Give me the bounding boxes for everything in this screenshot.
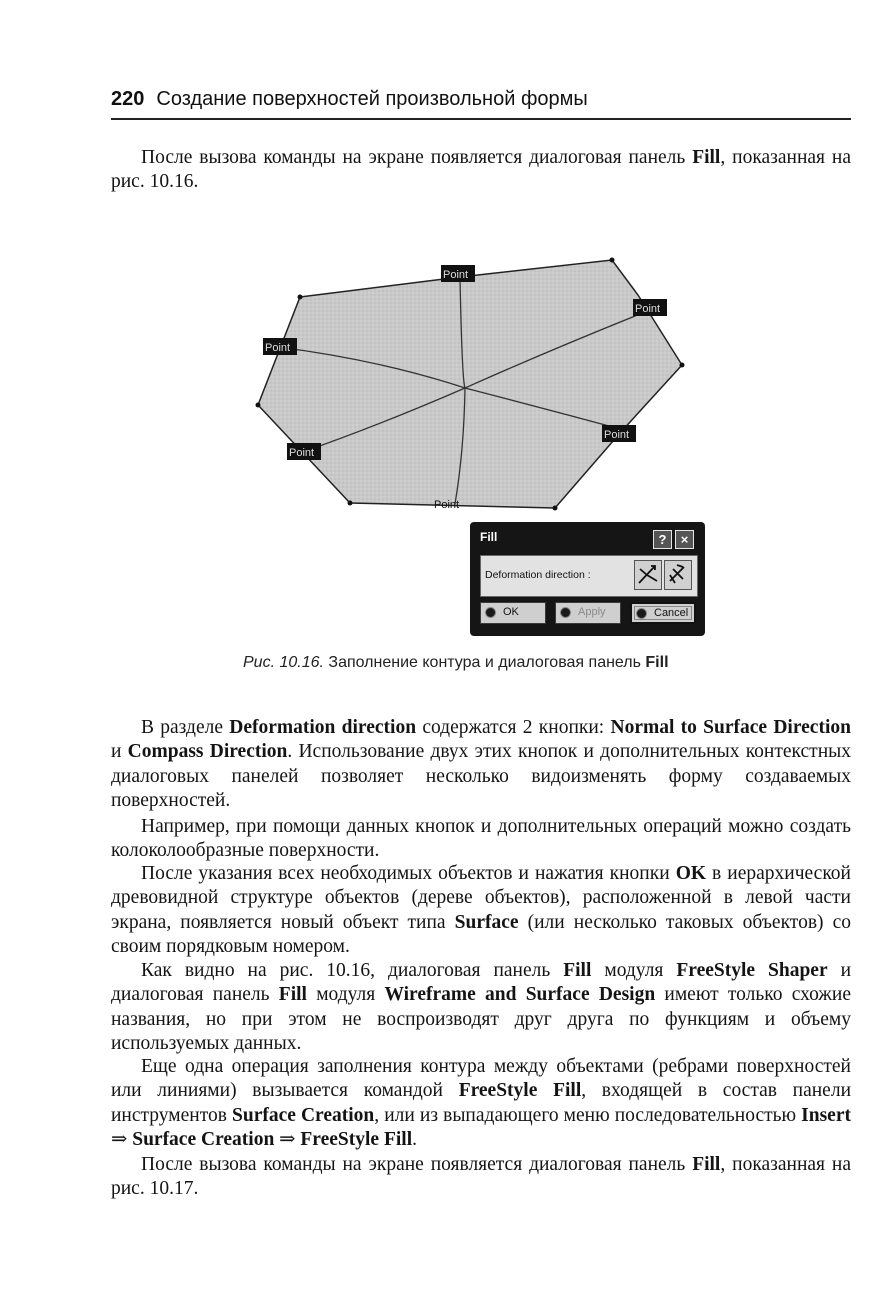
point-label: Point (265, 342, 291, 354)
text-run: ⇒ (111, 1129, 133, 1151)
text-run: , показанная на рис. 10.17. (111, 1154, 851, 1200)
bold-term: Surface Creation (232, 1104, 375, 1126)
text-run: и диалоговая панель (111, 960, 852, 1006)
paragraph (111, 959, 851, 1057)
bold-term: Deformation direction (229, 717, 417, 738)
point-label: Point (443, 269, 469, 281)
bold-term: OK (675, 863, 707, 884)
apply-led-icon (560, 607, 571, 618)
text-run: Еще одна операция заполнения контура между объектами (ребрами поверхностей или линиями) вызывается командой (111, 1056, 851, 1102)
text-run: модуля (591, 960, 677, 981)
ok-button[interactable] (480, 602, 546, 624)
bold-term: Normal to Surface Direction (610, 717, 851, 738)
vertex-point (348, 501, 353, 506)
page-number: 220 (111, 88, 145, 110)
fill-surface-figure (250, 250, 700, 520)
text-run: Как видно на рис. 10.16, диалоговая панель (141, 960, 564, 981)
paragraph (111, 862, 851, 960)
bold-term: Fill (563, 960, 592, 981)
text-run: имеют только схожие названия, но при этом не воспроизводят друг друга по функциям и объему используемых данных. (111, 984, 851, 1055)
text-run: После вызова команды на экране появляется диалоговая панель (141, 1154, 693, 1175)
deformation-direction-panel (480, 555, 698, 597)
bold-term: Compass Direction (127, 741, 288, 763)
text-run: модуля (306, 984, 385, 1006)
text-run: и (111, 741, 128, 763)
text-run: , показанная на рис. 10.16. (111, 147, 851, 193)
figure-caption (243, 654, 669, 672)
paragraph (111, 716, 851, 814)
point-label: Point (604, 429, 630, 441)
point-label: Point (434, 499, 460, 511)
text-run: . Использование двух этих кнопок и дополнительных контекстных диалоговых панелей позволяет несколько видоизменять форму создаваемых поверхностей. (111, 741, 851, 812)
text-run: (или несколько таковых объектов) со своим порядковым номером. (111, 911, 851, 958)
paragraph (111, 146, 851, 195)
apply-button-label: Apply (578, 606, 606, 618)
point-label: Point (289, 447, 315, 459)
chapter-title: Создание поверхностей произвольной формы (156, 88, 588, 110)
paragraph (111, 815, 851, 864)
bold-term: Insert (801, 1104, 851, 1126)
caption-text: Заполнение контура и диалоговая панель (323, 654, 646, 671)
header-rule (111, 118, 851, 120)
bold-term: Wireframe and Surface Design (384, 984, 656, 1006)
text-run: После указания всех необходимых объектов и нажатия кнопки (141, 863, 676, 884)
cancel-led-icon (636, 608, 647, 619)
text-run: После вызова команды на экране появляется диалоговая панель (141, 147, 693, 168)
apply-button[interactable] (555, 602, 621, 624)
vertex-point (610, 258, 615, 263)
compass-direction-button[interactable] (664, 560, 692, 590)
caption-number: Рис. 10.16. (243, 654, 324, 671)
vertex-point (298, 295, 303, 300)
vertex-point (553, 506, 558, 511)
compass-direction-icon (665, 561, 690, 588)
running-head (111, 88, 851, 111)
caption-bold: Fill (645, 654, 669, 671)
fill-dialog (470, 522, 705, 636)
text-run: . (412, 1129, 417, 1151)
text-run: ⇒ (274, 1129, 301, 1151)
bold-term: Fill (692, 147, 721, 168)
filled-surface (258, 260, 682, 508)
text-run: , входящей в состав панели инструментов (111, 1080, 852, 1126)
text-run: Например, при помощи данных кнопок и дополнительных операций можно создать колоколообразные поверхности. (111, 816, 851, 862)
vertex-point (680, 363, 685, 368)
text-run: , или из выпадающего меню последовательностью (374, 1104, 802, 1126)
bold-term: Fill (692, 1154, 721, 1175)
dialog-title: Fill (480, 530, 498, 544)
ok-button-label: OK (503, 606, 519, 618)
bold-term: FreeStyle Fill (458, 1080, 582, 1102)
dialog-buttons (480, 602, 698, 626)
close-button[interactable]: × (675, 530, 694, 549)
paragraph (111, 1055, 851, 1153)
bold-term: Surface (454, 911, 519, 933)
cancel-button[interactable] (630, 602, 696, 624)
vertex-point (256, 403, 261, 408)
paragraph (111, 1153, 851, 1202)
ok-led-icon (485, 607, 496, 618)
cancel-button-label: Cancel (654, 607, 689, 619)
bold-term: FreeStyle Fill (300, 1129, 413, 1151)
normal-to-surface-direction-button[interactable] (634, 560, 662, 590)
text-run: содержатся 2 кнопки: (416, 717, 611, 738)
text-run: в иерархической древовидной структуре объектов (дереве объектов), расположенной в левой части экрана, появляется новый объект типа (111, 863, 851, 933)
bold-term: Fill (278, 984, 307, 1006)
normal-direction-icon (635, 561, 660, 588)
bold-term: Surface Creation (132, 1129, 275, 1151)
point-label: Point (635, 303, 661, 315)
deformation-direction-label: Deformation direction : (485, 569, 591, 581)
text-run: В разделе (141, 717, 230, 738)
bold-term: FreeStyle Shaper (676, 960, 828, 981)
help-button[interactable]: ? (653, 530, 672, 549)
